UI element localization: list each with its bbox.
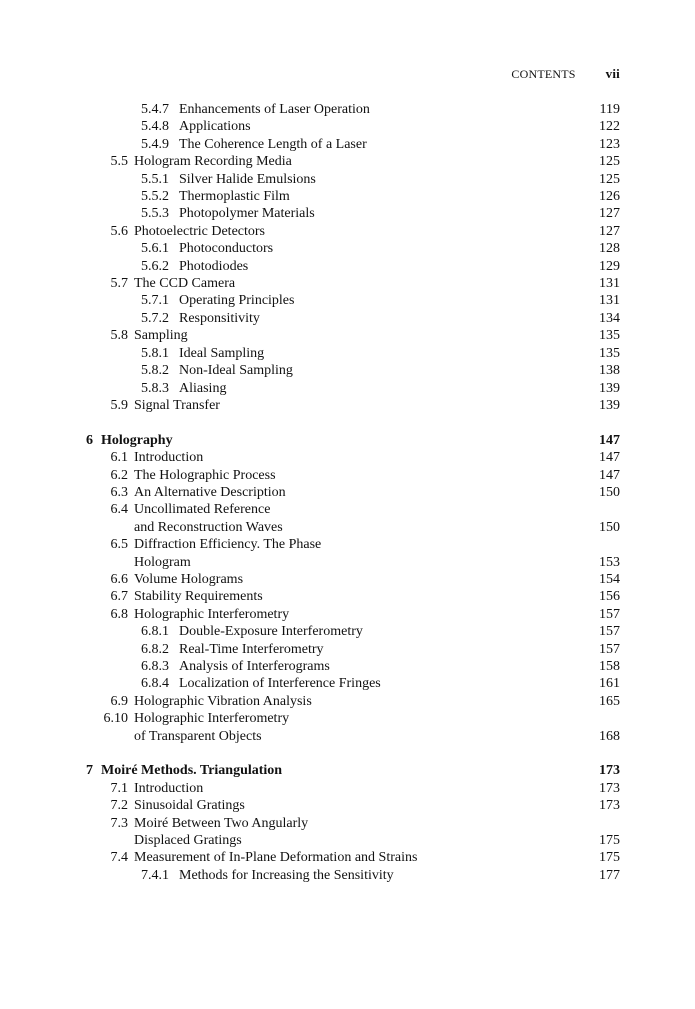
- toc-entry-number: 6.2: [110, 467, 128, 483]
- toc-subsection-row: [0, 362, 695, 379]
- toc-section-row: [0, 849, 695, 866]
- toc-entry-page: 129: [599, 258, 620, 274]
- toc-entry-page: 123: [599, 136, 620, 152]
- toc-entry-title: The Coherence Length of a Laser: [179, 136, 367, 152]
- toc-entry-title: Holography: [101, 432, 173, 448]
- toc-subsection-row: [0, 118, 695, 135]
- toc-entry-title: Non-Ideal Sampling: [179, 363, 293, 379]
- toc-entry-page: 150: [599, 519, 620, 535]
- toc-subsection-row: [0, 171, 695, 188]
- toc-entry-page: 122: [599, 119, 620, 135]
- toc-entry-page: 135: [599, 345, 620, 361]
- toc-entry-number: 5.5.3: [141, 206, 169, 222]
- toc-entry-number: 6.8.3: [141, 659, 169, 674]
- toc-entry-number: 6.4: [110, 502, 128, 518]
- toc-entry-title: The CCD Camera: [134, 276, 236, 292]
- toc-entry-number: 5.8.3: [141, 380, 169, 396]
- toc-entry-title: of Transparent Objects: [134, 728, 262, 744]
- toc-entry-title: Methods for Increasing the Sensitivity: [179, 867, 394, 883]
- toc-entry-page: 173: [599, 780, 620, 796]
- toc-entry-number: 5.7: [110, 276, 128, 292]
- toc-entry-number: 5.9: [110, 397, 128, 413]
- toc-entry-number: 7.1: [110, 780, 128, 796]
- toc-subsection-row: [0, 380, 695, 397]
- toc-section-row: [0, 397, 695, 414]
- toc-entry-number: 7.2: [110, 798, 128, 814]
- toc-entry-page: 125: [599, 171, 620, 187]
- header-page-number: vii: [605, 66, 620, 81]
- toc-chapter-row: [0, 432, 695, 449]
- toc-entry-number: 5.4.9: [141, 136, 169, 152]
- toc-entry-title: Photodiodes: [179, 258, 249, 274]
- toc-section-row: [0, 710, 695, 727]
- toc-entry-number: 6.1: [110, 450, 128, 466]
- toc-entry-number: 5.6.2: [141, 258, 169, 274]
- toc-entry-title: Uncollimated Reference: [134, 502, 271, 518]
- toc-entry-title: Hologram Recording Media: [134, 154, 292, 170]
- toc-entry-title: Analysis of Interferograms: [179, 659, 330, 674]
- toc-entry-number: 7.3: [110, 815, 128, 831]
- toc-entry-title: Moiré Methods. Triangulation: [101, 763, 283, 779]
- toc-entry-page: 134: [599, 310, 620, 326]
- toc-entry-page: 154: [599, 571, 620, 587]
- toc-subsection-row: [0, 188, 695, 205]
- toc-entry-number: 6.7: [110, 589, 128, 605]
- toc-entry-title: Displaced Gratings: [134, 833, 242, 849]
- toc-entry-number: 5.4.8: [141, 119, 169, 135]
- toc-entry-page: 158: [599, 659, 620, 674]
- toc-entry-page: 131: [599, 276, 620, 292]
- toc-entry-title: Introduction: [134, 780, 204, 796]
- toc-entry-title: Holographic Vibration Analysis: [134, 693, 312, 709]
- toc-entry-title: Ideal Sampling: [179, 345, 265, 361]
- toc-subsection-row: [0, 205, 695, 222]
- toc-section-row: [0, 501, 695, 518]
- toc-entry-page: 147: [599, 450, 620, 466]
- toc-subsection-row: [0, 345, 695, 362]
- toc-entry-title: Photoelectric Detectors: [134, 223, 266, 239]
- toc-entry-page: 125: [599, 154, 620, 170]
- toc-section-row: [0, 571, 695, 588]
- toc-section-row: [0, 153, 695, 170]
- table-of-contents: [0, 101, 695, 884]
- toc-entry-title: Applications: [179, 119, 251, 135]
- toc-entry-title: Aliasing: [179, 380, 227, 396]
- toc-entry-title: Double-Exposure Interferometry: [179, 624, 363, 640]
- toc-entry-page: 139: [599, 397, 620, 413]
- toc-entry-page: 177: [599, 867, 620, 883]
- toc-section-row: [0, 780, 695, 797]
- toc-entry-title: Holographic Interferometry: [134, 711, 290, 727]
- toc-entry-title: Moiré Between Two Angularly: [134, 815, 309, 831]
- toc-subsection-row: [0, 101, 695, 118]
- toc-entry-number: 6.3: [110, 484, 128, 500]
- toc-spacer: [0, 414, 695, 431]
- toc-entry-page: 173: [599, 798, 620, 814]
- toc-spacer: [0, 745, 695, 762]
- toc-entry-page: 173: [599, 763, 620, 779]
- toc-section-row: [0, 327, 695, 344]
- toc-entry-title: Stability Requirements: [134, 589, 263, 605]
- toc-subsection-row: [0, 240, 695, 257]
- toc-section-row: [0, 815, 695, 832]
- header-title: CONTENTS: [511, 67, 576, 81]
- toc-entry-page: 153: [599, 554, 620, 570]
- toc-subsection-row: [0, 136, 695, 153]
- running-header: [0, 66, 620, 82]
- toc-section-row: [0, 275, 695, 292]
- toc-entry-page: 175: [599, 850, 620, 866]
- toc-entry-number: 6.6: [110, 571, 128, 587]
- toc-section-row: [0, 554, 695, 571]
- toc-entry-title: Sinusoidal Gratings: [134, 798, 245, 814]
- toc-entry-title: Silver Halide Emulsions: [179, 171, 316, 187]
- toc-entry-number: 5.7.2: [141, 310, 169, 326]
- toc-entry-page: 157: [599, 641, 620, 657]
- toc-entry-page: 150: [599, 484, 620, 500]
- toc-entry-page: 165: [599, 693, 620, 709]
- toc-entry-number: 6.9: [110, 693, 128, 709]
- toc-section-row: [0, 588, 695, 605]
- toc-entry-page: 147: [599, 432, 620, 448]
- toc-entry-page: 147: [599, 467, 620, 483]
- toc-entry-number: 6.5: [110, 537, 128, 553]
- toc-entry-page: 139: [599, 380, 620, 396]
- toc-entry-number: 6: [86, 432, 93, 448]
- toc-entry-number: 5.8.1: [141, 345, 169, 361]
- toc-subsection-row: [0, 658, 695, 675]
- toc-subsection-row: [0, 310, 695, 327]
- toc-entry-title: Measurement of In-Plane Deformation and Strains: [134, 850, 418, 866]
- toc-entry-number: 7.4.1: [141, 867, 169, 883]
- toc-entry-title: Hologram: [134, 554, 191, 570]
- toc-entry-page: 126: [599, 189, 620, 205]
- toc-entry-title: Volume Holograms: [134, 571, 244, 587]
- toc-section-row: [0, 832, 695, 849]
- toc-entry-page: 156: [599, 589, 620, 605]
- toc-entry-title: Diffraction Efficiency. The Phase: [134, 537, 322, 553]
- toc-section-row: [0, 606, 695, 623]
- toc-entry-title: and Reconstruction Waves: [134, 519, 283, 535]
- toc-entry-title: The Holographic Process: [134, 467, 276, 483]
- toc-entry-title: Photopolymer Materials: [179, 206, 315, 222]
- toc-entry-page: 168: [599, 728, 620, 744]
- toc-entry-number: 5.6.1: [141, 241, 169, 257]
- toc-entry-title: Responsitivity: [179, 310, 260, 326]
- toc-entry-number: 6.8.2: [141, 641, 169, 657]
- toc-entry-page: 175: [599, 833, 620, 849]
- toc-section-row: [0, 519, 695, 536]
- toc-entry-title: Operating Principles: [179, 293, 295, 309]
- toc-subsection-row: [0, 641, 695, 658]
- toc-entry-page: 157: [599, 606, 620, 622]
- toc-section-row: [0, 223, 695, 240]
- toc-entry-page: 135: [599, 328, 620, 344]
- toc-entry-page: 131: [599, 293, 620, 309]
- toc-section-row: [0, 449, 695, 466]
- toc-entry-number: 6.8.4: [141, 676, 169, 692]
- toc-section-row: [0, 484, 695, 501]
- toc-subsection-row: [0, 867, 695, 884]
- toc-entry-title: Signal Transfer: [134, 397, 220, 413]
- toc-entry-title: Photoconductors: [179, 241, 274, 257]
- toc-entry-title: Thermoplastic Film: [179, 189, 290, 205]
- toc-entry-number: 5.5: [110, 154, 128, 170]
- toc-entry-number: 5.5.2: [141, 189, 169, 205]
- toc-entry-title: Real-Time Interferometry: [179, 641, 324, 657]
- toc-section-row: [0, 536, 695, 553]
- toc-entry-page: 119: [599, 102, 620, 117]
- toc-entry-title: Enhancements of Laser Operation: [179, 102, 370, 117]
- toc-section-row: [0, 467, 695, 484]
- toc-entry-title: Holographic Interferometry: [134, 606, 290, 622]
- toc-entry-number: 7.4: [110, 850, 128, 866]
- toc-entry-page: 127: [599, 206, 620, 222]
- toc-subsection-row: [0, 675, 695, 692]
- toc-entry-page: 128: [599, 241, 620, 257]
- toc-entry-number: 5.6: [110, 223, 128, 239]
- toc-entry-number: 5.7.1: [141, 293, 169, 309]
- toc-entry-page: 157: [599, 624, 620, 640]
- toc-section-row: [0, 693, 695, 710]
- toc-section-row: [0, 728, 695, 745]
- toc-entry-number: 5.4.7: [141, 102, 169, 117]
- toc-entry-number: 5.5.1: [141, 171, 169, 187]
- toc-subsection-row: [0, 292, 695, 309]
- toc-section-row: [0, 797, 695, 814]
- toc-entry-number: 5.8.2: [141, 363, 169, 379]
- toc-entry-number: 7: [86, 763, 93, 779]
- toc-chapter-row: [0, 762, 695, 779]
- toc-entry-number: 6.10: [103, 711, 128, 727]
- toc-entry-title: Sampling: [134, 328, 188, 344]
- toc-subsection-row: [0, 258, 695, 275]
- toc-entry-title: Localization of Interference Fringes: [179, 676, 381, 692]
- toc-entry-number: 6.8: [110, 606, 128, 622]
- toc-entry-title: An Alternative Description: [134, 484, 286, 500]
- toc-entry-page: 127: [599, 223, 620, 239]
- toc-entry-page: 138: [599, 363, 620, 379]
- toc-entry-page: 161: [599, 676, 620, 692]
- toc-subsection-row: [0, 623, 695, 640]
- toc-entry-number: 5.8: [110, 328, 128, 344]
- toc-entry-number: 6.8.1: [141, 624, 169, 640]
- toc-entry-title: Introduction: [134, 450, 204, 466]
